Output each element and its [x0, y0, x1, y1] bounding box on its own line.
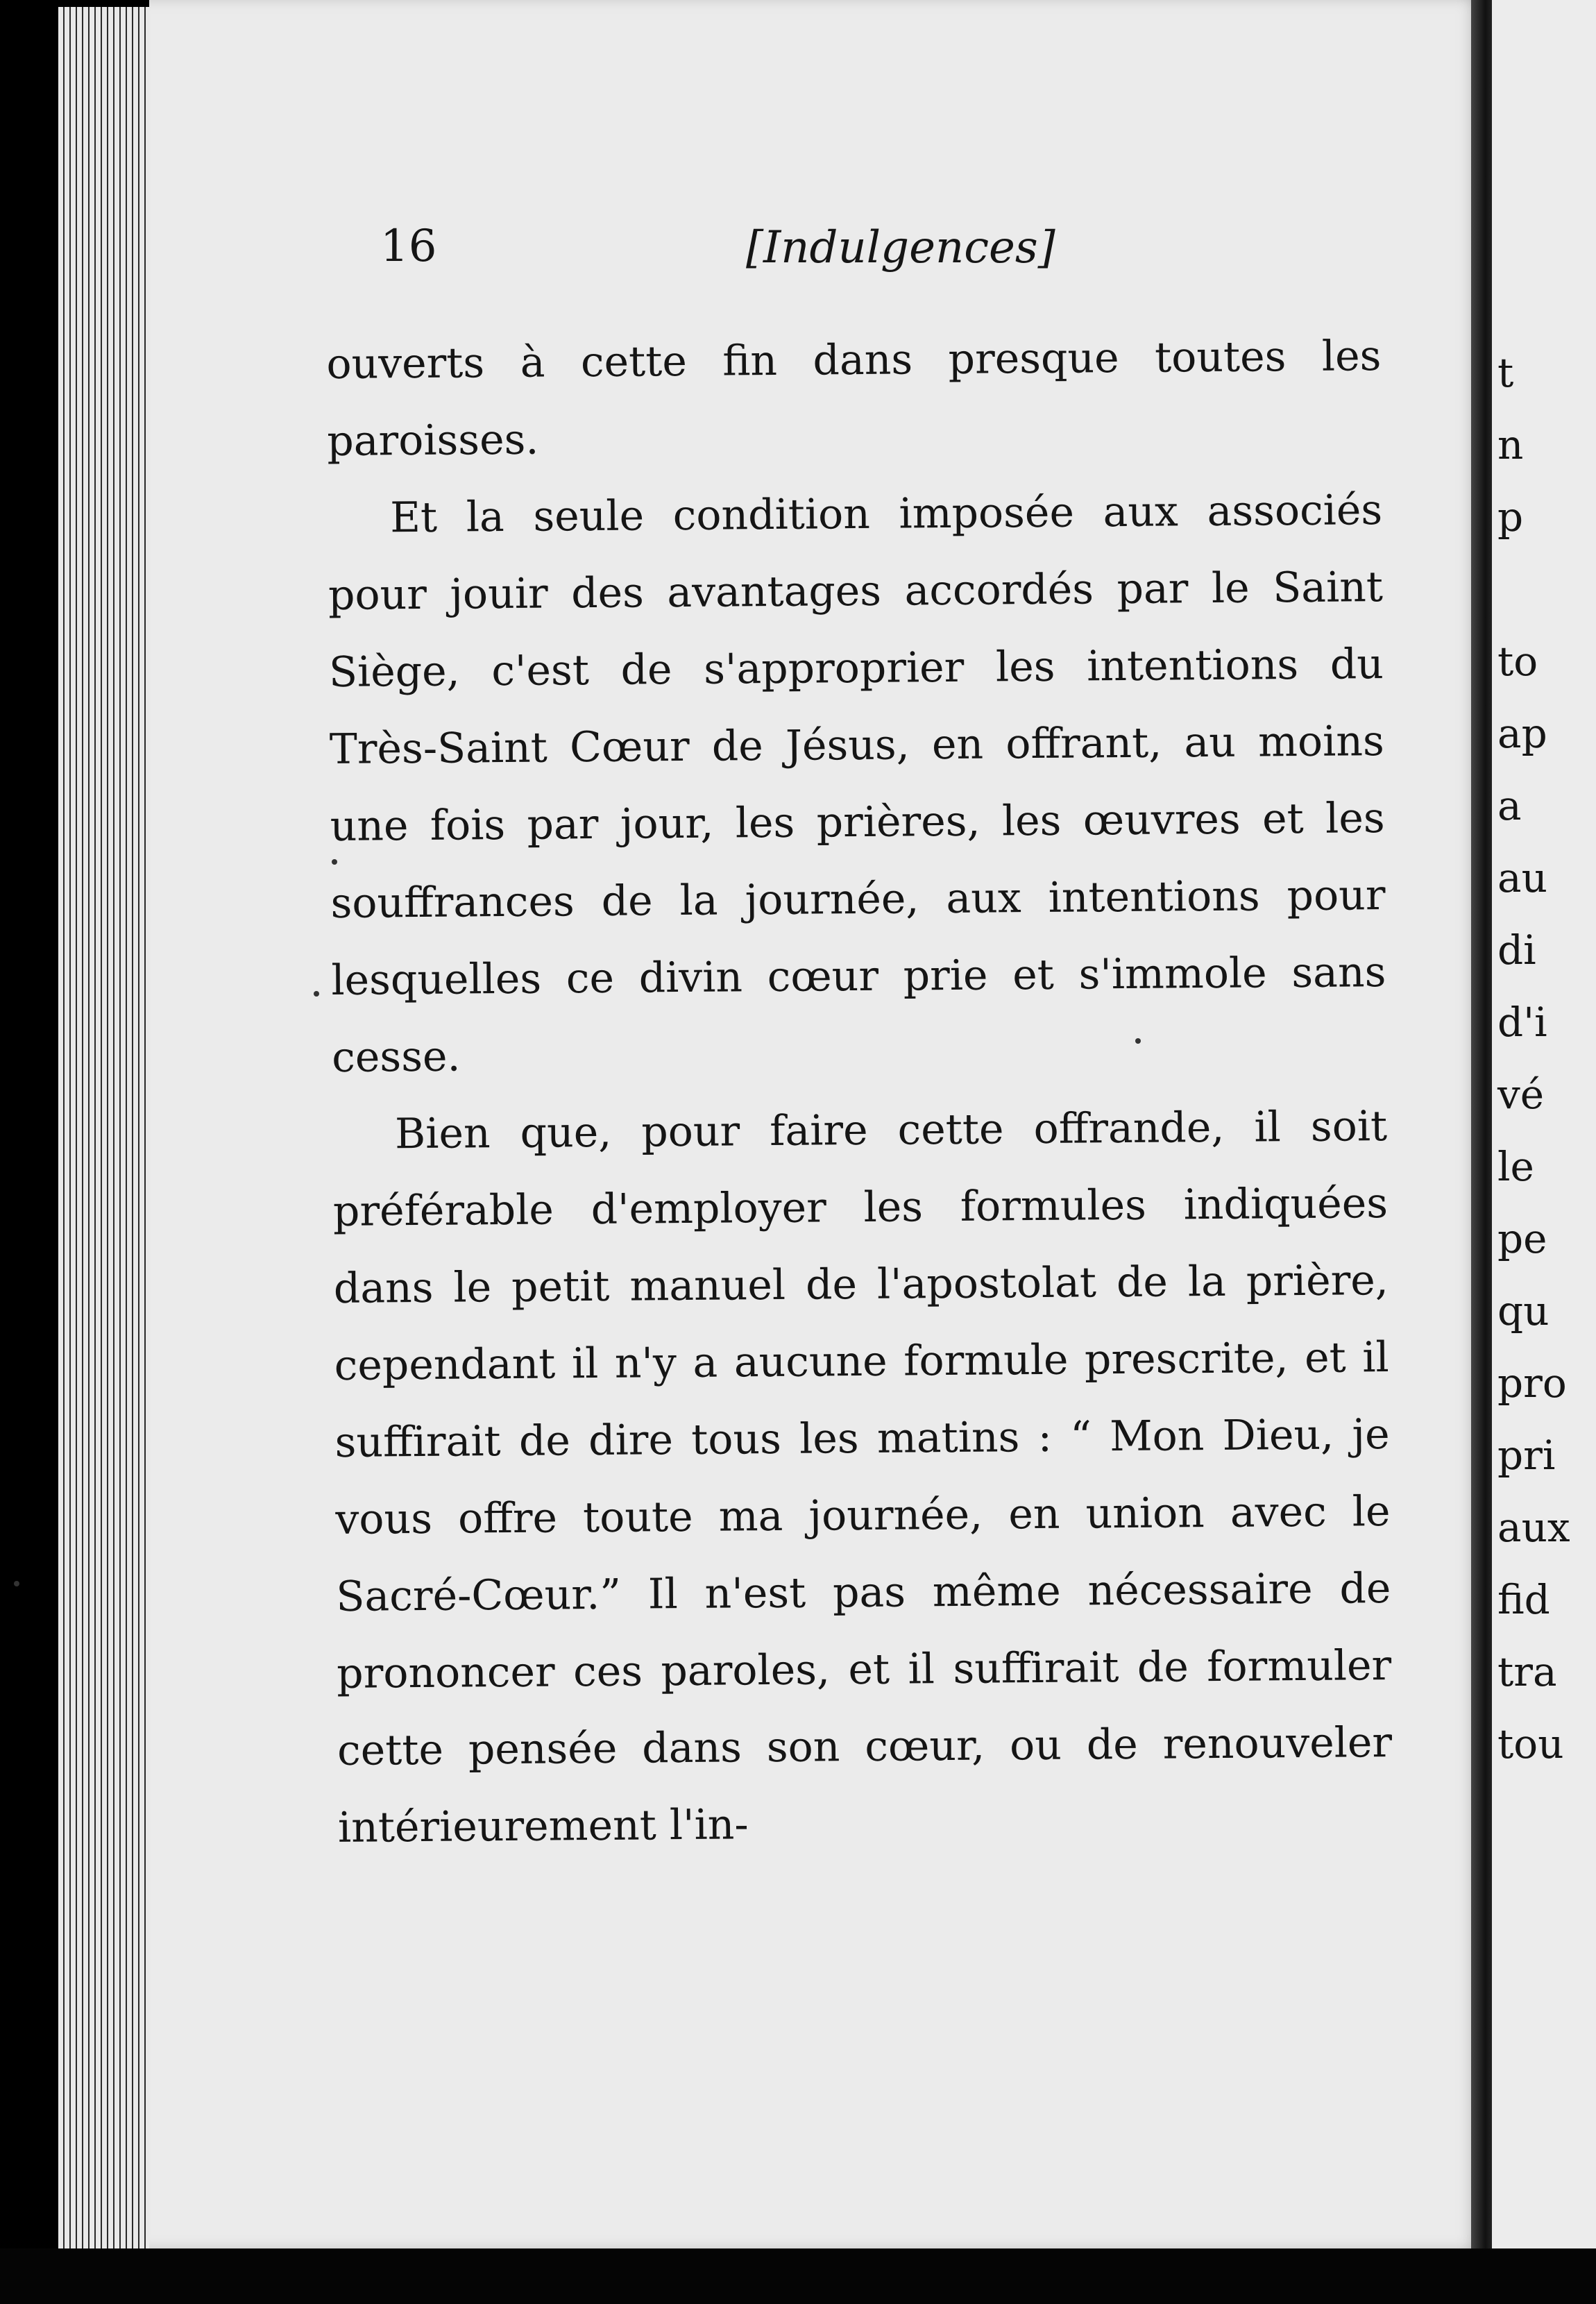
fragment-line: di: [1497, 926, 1536, 974]
fragment-line: au: [1497, 854, 1547, 901]
fragment-line: d'i: [1497, 999, 1547, 1046]
fragment-line: to: [1497, 638, 1538, 685]
fragment-line: aux: [1497, 1504, 1570, 1551]
scan-bottom-edge: [0, 2248, 1596, 2304]
page-edges: [58, 7, 162, 2248]
fragment-line: ap: [1497, 710, 1547, 757]
ink-speck: [1135, 1038, 1141, 1044]
fragment-line: vé: [1497, 1071, 1545, 1118]
book-gutter: [1471, 0, 1495, 2304]
fragment-line: qu: [1497, 1287, 1550, 1335]
ink-speck: [314, 991, 319, 997]
running-head-title: Indulgences: [763, 222, 1038, 273]
page-number: 16: [380, 221, 437, 272]
fragment-line: tra: [1497, 1648, 1557, 1695]
fragment-line: tou: [1497, 1720, 1564, 1768]
fragment-line: [1497, 553, 1570, 625]
fragment-line: fid: [1497, 1576, 1550, 1623]
fragment-line: pri: [1497, 1432, 1556, 1479]
paragraph: Bien que, pour faire cette offrande, il soit préférable d'employer les formules indiquées dans le petit manuel de l'apostolat de la prière, cependant il n'y a aucune formule prescrite, et il suffirait de dire tous les matins : “ Mon Dieu, je vous offre toute ma journée, en union avec le Sacré-Cœur.” Il n'est pas même nécessaire de prononcer ces paroles, et il suffirait de formuler cette pensée dans son cœur, ou de renouveler intérieurement l'in-: [332, 1102, 1393, 1852]
right-page: [1492, 0, 1596, 2248]
ink-speck: [14, 1581, 19, 1586]
running-head: [Indulgences]: [746, 222, 1055, 273]
paragraph: Et la seule condition imposée aux associés pour jouir des avantages accordés par le Saint Siège, c'est de s'approprier les intentions du Très-Saint Cœur de Jésus, en offrant, au moins une fois par jour, les prières, les œuvres et les souffrances de la journée, aux intentions pour lesquelles ce divin cœur prie et s'immole sans cesse.: [328, 486, 1386, 1082]
body-text: [326, 318, 1393, 1867]
page-header: [0, 221, 1596, 290]
fragment-line: t: [1497, 349, 1514, 396]
ink-speck: [332, 859, 337, 865]
fragment-line: p: [1497, 493, 1524, 541]
fragment-line: n: [1497, 421, 1524, 468]
paragraph: ouverts à cette fin dans presque toutes les paroisses.: [326, 332, 1382, 466]
fragment-line: pro: [1497, 1359, 1567, 1407]
fragment-line: a: [1497, 782, 1522, 829]
fragment-line: le: [1497, 1143, 1534, 1190]
fragment-line: pe: [1497, 1215, 1547, 1262]
right-page-fragments: [1497, 337, 1570, 1780]
